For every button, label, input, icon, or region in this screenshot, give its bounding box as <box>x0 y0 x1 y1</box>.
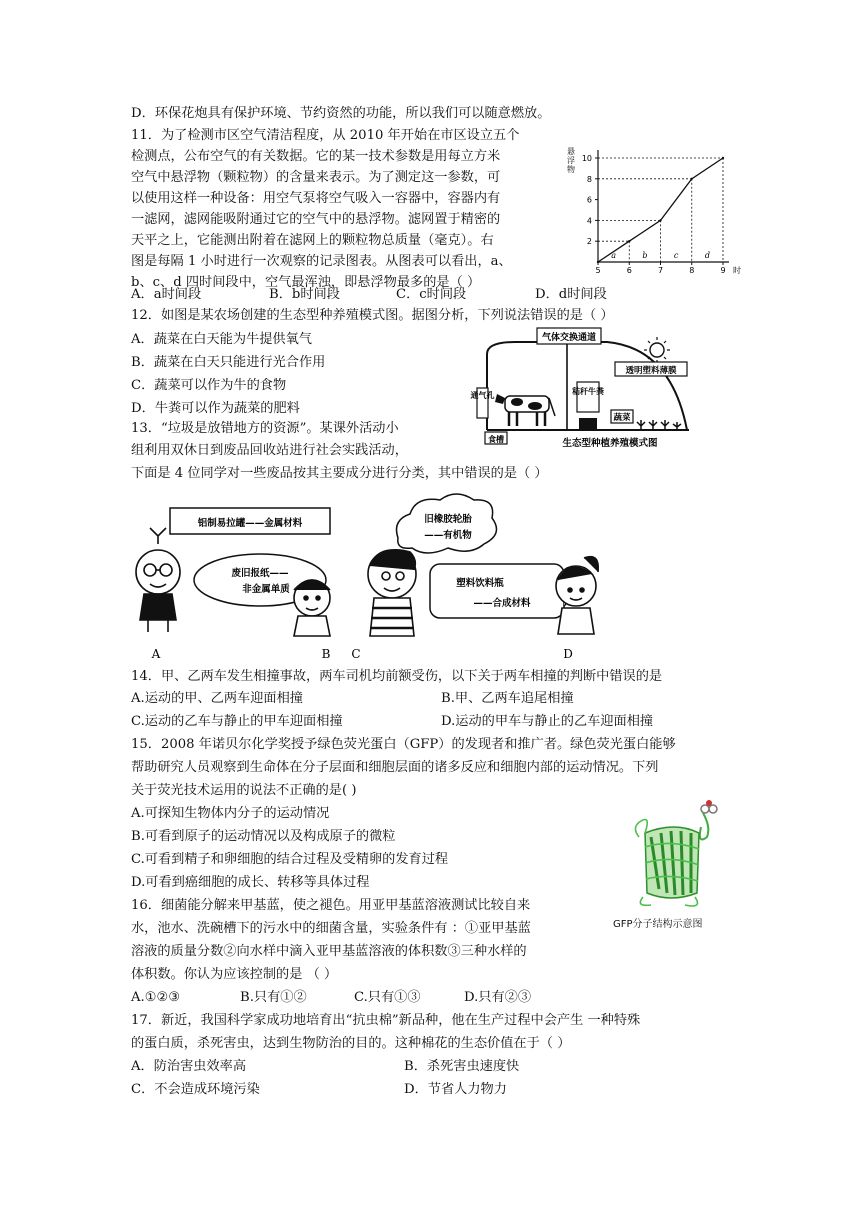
bubble-a-text: 铝制易拉罐——金属材料 <box>197 518 303 529</box>
straw-label: 秸秆牛粪 <box>572 387 604 396</box>
cow-icon <box>495 394 555 426</box>
bubble-d <box>430 564 564 618</box>
bubble-d-text-1: 塑料饮料瓶 <box>456 578 504 589</box>
data-point <box>597 261 599 263</box>
q15-option-c[interactable]: C.可看到精子和卵细胞的结合过程及受精卵的发育过程 <box>131 852 449 867</box>
q17-option-c[interactable]: C．不会造成环境污染 <box>131 1082 260 1097</box>
y-tick-label: 2 <box>586 237 592 247</box>
student-c-figure <box>368 550 416 636</box>
y-axis-label: 物 <box>567 165 575 174</box>
q15-line: 帮助研究人员观察到生命体在分子层面和细胞层面的诸多反应和细胞内部的运动情况。下列 <box>131 760 659 775</box>
q16-line: 体积数。你认为应该控制的是 （ ） <box>131 967 338 982</box>
x-axis-label: 时 <box>733 266 741 275</box>
y-tick-label: 10 <box>581 154 592 163</box>
bubble-d-text-2: ——合成材料 <box>473 598 531 609</box>
q16-line: 16．细菌能分解来甲基蓝，使之褪色。用亚甲基蓝溶液测试比较自来 <box>131 898 531 913</box>
q14-option-b[interactable]: B.甲、乙两车追尾相撞 <box>441 691 574 706</box>
student-a-figure <box>136 528 180 632</box>
segment-label: d <box>704 251 710 260</box>
q11-option-d[interactable]: D．d时间段 <box>535 287 607 302</box>
q11-option-c[interactable]: C．c时间段 <box>396 287 467 302</box>
q16-option-c[interactable]: C.只有①③ <box>354 990 421 1005</box>
q17-option-a[interactable]: A．防治害虫效率高 <box>131 1059 247 1074</box>
q17-line: 的蛋白质，杀死害虫，达到生物防治的目的。这种棉花的生态价值在于（ ） <box>131 1036 571 1051</box>
q14-option-a[interactable]: A.运动的甲、乙两车迎面相撞 <box>131 691 303 706</box>
trough-label: 食槽 <box>488 435 504 444</box>
q13-line: 组利用双休日到废品回收站进行社会实践活动， <box>131 443 408 458</box>
ecological-farm-diagram <box>470 326 697 454</box>
farm-caption: 生态型种植养殖模式图 <box>562 438 658 449</box>
film-label: 透明塑料薄膜 <box>625 366 677 376</box>
q11-line: 一滤网，滤网能吸附通过它的空气中的悬浮物。滤网置于精密的 <box>131 212 501 227</box>
q11-line: 图是每隔 1 小时进行一次观察的记录图表。从图表可以看出，a、 <box>131 254 512 269</box>
q15-line: 15．2008 年诺贝尔化学奖授予绿色荧光蛋白（GFP）的发现者和推广者。绿色荧光蛋白能够 <box>131 737 676 752</box>
y-axis-label: 悬 <box>567 147 575 156</box>
q11-line: 天平之上，它能测出附着在滤网上的颗粒物总质量（毫克）。右 <box>131 233 494 248</box>
q12-option-b[interactable]: B．蔬菜在白天只能进行光合作用 <box>131 355 326 370</box>
q11-line: 检测点，公布空气的有关数据。它的某一技术参数是用每立方米 <box>131 149 501 164</box>
q12-option-c[interactable]: C．蔬菜可以作为牛的食物 <box>131 378 287 393</box>
bubble-c-text-2: ——有机物 <box>424 530 472 541</box>
q12-option-a[interactable]: A．蔬菜在白天能为牛提供氧气 <box>131 332 312 347</box>
segment-label: a <box>611 251 617 260</box>
x-tick-label: 6 <box>626 266 632 275</box>
q16-option-a[interactable]: A.①②③ <box>131 990 181 1005</box>
student-b-figure <box>294 580 330 636</box>
q12-stem: 12．如图是某农场创建的生态型种养殖模式图。据图分析，下列说法错误的是（ ） <box>131 308 614 323</box>
y-tick-label: 8 <box>586 174 592 184</box>
chart-guides <box>598 158 723 262</box>
q15-option-b[interactable]: B.可看到原子的运动情况以及构成原子的微粒 <box>131 829 396 844</box>
x-tick-label: 7 <box>657 266 664 275</box>
recycling-cartoon <box>130 486 610 664</box>
label-b: B <box>321 647 331 661</box>
q14-option-c[interactable]: C.运动的乙车与静止的甲车迎面相撞 <box>131 714 343 729</box>
q13-line: 13．“垃圾是放错地方的资源”。某课外活动小 <box>131 421 399 436</box>
q11-line: b、c、d 四时间段中，空气最浑浊，即悬浮物最多的是（ ） <box>131 275 481 290</box>
suspended-particle-chart <box>563 140 743 275</box>
data-point <box>659 219 661 221</box>
q15-option-a[interactable]: A.可探知生物体内分子的运动情况 <box>131 806 330 821</box>
q14-stem: 14．甲、乙两车发生相撞事故，两车司机均前额受伤，以下关于两车相撞的判断中错误的是 <box>131 669 663 684</box>
segment-label: c <box>673 251 679 260</box>
q14-option-d[interactable]: D.运动的甲车与静止的乙车迎面相撞 <box>441 714 654 729</box>
x-tick-label: 5 <box>595 266 601 275</box>
q11-line: 11．为了检测市区空气清洁程度，从 2010 年开始在市区设立五个 <box>131 128 520 143</box>
q16-option-b[interactable]: B.只有①② <box>240 990 307 1005</box>
manure-pile <box>579 418 597 430</box>
bubble-b-text-1: 废旧报纸—— <box>231 568 289 579</box>
x-tick-label: 8 <box>689 266 695 275</box>
q15-option-d[interactable]: D.可看到癌细胞的成长、转移等具体过程 <box>131 875 370 890</box>
y-tick-label: 4 <box>586 216 592 226</box>
data-point <box>691 178 693 180</box>
bubble-b-text-2: 非金属单质 <box>242 584 290 595</box>
vent-label: 通气孔 <box>470 391 495 400</box>
option-d-previous: D．环保花炮具有保护环境、节约资然的功能，所以我们可以随意燃放。 <box>131 106 551 121</box>
chart-labels <box>567 146 741 275</box>
q11-option-b[interactable]: B．b时间段 <box>269 287 340 302</box>
label-d: D <box>563 647 573 661</box>
q13-line: 下面是 4 位同学对一些废品按其主要成分进行分类，其中错误的是（ ） <box>131 466 548 481</box>
veg-label: 蔬菜 <box>613 413 631 423</box>
q16-line: 溶液的质量分数②向水样中滴入亚甲基蓝溶液的体积数③三种水样的 <box>131 944 527 959</box>
gfp-structure-image <box>615 797 735 913</box>
q15-line: 关于荧光技术运用的说法不正确的是( ) <box>131 783 357 798</box>
y-tick-label: 6 <box>586 195 592 205</box>
gfp-molecule <box>635 800 717 906</box>
q17-line: 17．新近，我国科学家成功地培育出“抗虫棉”新品种，他在生产过程中会产生 一种特殊 <box>131 1013 641 1028</box>
data-point <box>722 157 724 159</box>
gas-channel-label: 气体交换通道 <box>541 333 597 343</box>
q11-option-a[interactable]: A．a时间段 <box>131 287 202 302</box>
label-a: A <box>151 647 161 661</box>
x-tick-label: 9 <box>720 266 726 275</box>
q11-line: 以使用这样一种设备：用空气泵将空气吸入一容器中，容器内有 <box>131 191 501 206</box>
y-axis-label: 浮 <box>567 156 575 165</box>
q16-option-d[interactable]: D.只有②③ <box>464 990 532 1005</box>
q12-option-d[interactable]: D．牛粪可以作为蔬菜的肥料 <box>131 401 300 416</box>
sun-icon <box>644 337 670 363</box>
q16-line: 水，池水、洗碗槽下的污水中的细菌含量，实验条件有 ：①亚甲基蓝 <box>131 921 531 936</box>
gfp-caption: GFP分子结构示意图 <box>613 919 703 930</box>
q17-option-d[interactable]: D．节省人力物力 <box>404 1082 507 1097</box>
chart-marks <box>597 157 724 263</box>
bubble-c-text-1: 旧橡胶轮胎 <box>424 514 472 525</box>
data-point <box>628 240 630 242</box>
segment-label: b <box>642 251 648 260</box>
q11-line: 空气中悬浮物（颗粒物）的含量来表示。为了测定这一参数，可 <box>131 170 501 185</box>
q17-option-b[interactable]: B．杀死害虫速度快 <box>404 1059 520 1074</box>
vegetable-plants <box>637 420 681 430</box>
label-c: C <box>351 647 361 661</box>
